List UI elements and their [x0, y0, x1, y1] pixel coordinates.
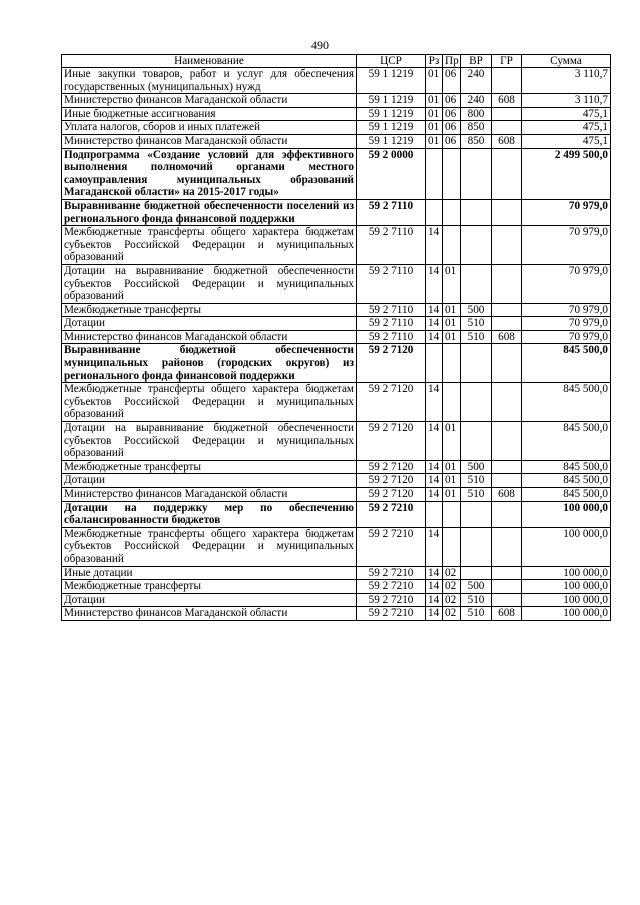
cell-pr: 02	[443, 566, 461, 580]
cell-rz: 01	[426, 121, 443, 135]
cell-csr: 59 1 1219	[357, 121, 426, 135]
table-row	[62, 107, 611, 121]
cell-gr	[492, 460, 522, 474]
cell-pr: 01	[443, 264, 461, 303]
cell-pr	[443, 199, 461, 225]
cell-rz	[426, 501, 443, 527]
cell-name: Выравнивание бюджетной обеспеченности поселений из регионального фонда финансовой поддержки	[62, 199, 357, 225]
cell-pr: 01	[443, 460, 461, 474]
table-row	[62, 527, 611, 566]
cell-vr: 510	[461, 330, 492, 344]
table-row	[62, 121, 611, 135]
cell-pr: 02	[443, 607, 461, 621]
cell-rz: 14	[426, 593, 443, 607]
cell-rz	[426, 148, 443, 199]
cell-rz: 14	[426, 226, 443, 265]
cell-vr: 510	[461, 317, 492, 331]
cell-sum: 70 979,0	[522, 317, 611, 331]
cell-vr: 500	[461, 580, 492, 594]
cell-vr	[461, 566, 492, 580]
cell-name: Дотации	[62, 593, 357, 607]
cell-name: Иные закупки товаров, работ и услуг для обеспечения государственных (муниципальных) нужд	[62, 68, 357, 94]
cell-vr	[461, 383, 492, 422]
cell-sum: 2 499 500,0	[522, 148, 611, 199]
cell-rz: 14	[426, 527, 443, 566]
cell-sum: 845 500,0	[522, 474, 611, 488]
table-row	[62, 94, 611, 108]
cell-name: Выравнивание бюджетной обеспеченности муниципальных районов (городских округов) из регионального фонда финансовой поддержки	[62, 344, 357, 383]
cell-pr: 06	[443, 94, 461, 108]
cell-name: Дотации на выравнивание бюджетной обеспеченности субъектов Российской Федерации и муниципальных образований	[62, 264, 357, 303]
cell-pr: 02	[443, 580, 461, 594]
cell-pr: 06	[443, 68, 461, 94]
cell-vr: 510	[461, 607, 492, 621]
cell-vr	[461, 422, 492, 461]
cell-rz: 01	[426, 107, 443, 121]
cell-pr	[443, 344, 461, 383]
cell-vr: 240	[461, 94, 492, 108]
table-row	[62, 460, 611, 474]
cell-name: Дотации	[62, 317, 357, 331]
cell-pr: 01	[443, 317, 461, 331]
cell-csr: 59 2 7120	[357, 474, 426, 488]
cell-sum: 70 979,0	[522, 199, 611, 225]
cell-vr: 850	[461, 121, 492, 135]
cell-csr: 59 2 7110	[357, 226, 426, 265]
cell-sum: 100 000,0	[522, 607, 611, 621]
cell-gr	[492, 121, 522, 135]
cell-pr	[443, 501, 461, 527]
table-row	[62, 226, 611, 265]
cell-name: Межбюджетные трансферты общего характера бюджетам субъектов Российской Федерации и муниципальных образований	[62, 527, 357, 566]
table-row	[62, 474, 611, 488]
table-row	[62, 593, 611, 607]
cell-csr: 59 1 1219	[357, 94, 426, 108]
cell-name: Межбюджетные трансферты общего характера бюджетам субъектов Российской Федерации и муниципальных образований	[62, 383, 357, 422]
cell-csr: 59 2 7110	[357, 199, 426, 225]
table-row	[62, 501, 611, 527]
cell-csr: 59 2 7120	[357, 422, 426, 461]
budget-table	[61, 54, 611, 621]
cell-pr: 02	[443, 593, 461, 607]
cell-vr: 240	[461, 68, 492, 94]
cell-pr: 06	[443, 134, 461, 148]
table-row	[62, 344, 611, 383]
cell-pr	[443, 383, 461, 422]
cell-rz: 14	[426, 566, 443, 580]
cell-rz: 14	[426, 422, 443, 461]
cell-csr: 59 2 7210	[357, 580, 426, 594]
header-pr: Пр	[443, 55, 461, 68]
table-header-row	[62, 55, 611, 68]
cell-gr	[492, 317, 522, 331]
cell-name: Министерство финансов Магаданской области	[62, 488, 357, 502]
cell-gr	[492, 383, 522, 422]
cell-sum: 845 500,0	[522, 383, 611, 422]
cell-rz: 14	[426, 264, 443, 303]
cell-name: Уплата налогов, сборов и иных платежей	[62, 121, 357, 135]
cell-vr: 850	[461, 134, 492, 148]
cell-gr	[492, 474, 522, 488]
cell-sum: 100 000,0	[522, 593, 611, 607]
cell-pr	[443, 527, 461, 566]
cell-name: Министерство финансов Магаданской области	[62, 134, 357, 148]
cell-name: Иные бюджетные ассигнования	[62, 107, 357, 121]
cell-rz	[426, 344, 443, 383]
cell-pr: 01	[443, 488, 461, 502]
cell-gr	[492, 264, 522, 303]
table-row	[62, 317, 611, 331]
cell-gr: 608	[492, 134, 522, 148]
table-row	[62, 330, 611, 344]
cell-name: Дотации на поддержку мер по обеспечению сбалансированности бюджетов	[62, 501, 357, 527]
cell-sum: 475,1	[522, 121, 611, 135]
table-row	[62, 607, 611, 621]
cell-vr	[461, 148, 492, 199]
cell-pr: 01	[443, 422, 461, 461]
cell-vr: 510	[461, 488, 492, 502]
cell-name: Подпрограмма «Создание условий для эффективного выполнения полномочий органами местного самоуправления муниципальных образований Магаданской области» на 2015-2017 годы»	[62, 148, 357, 199]
cell-gr	[492, 148, 522, 199]
cell-rz	[426, 199, 443, 225]
cell-sum: 100 000,0	[522, 580, 611, 594]
cell-csr: 59 2 0000	[357, 148, 426, 199]
table-row	[62, 199, 611, 225]
cell-gr	[492, 422, 522, 461]
header-csr: ЦСР	[357, 55, 426, 68]
cell-name: Министерство финансов Магаданской области	[62, 607, 357, 621]
cell-rz: 01	[426, 134, 443, 148]
cell-gr	[492, 527, 522, 566]
cell-sum: 845 500,0	[522, 488, 611, 502]
cell-name: Межбюджетные трансферты	[62, 460, 357, 474]
cell-vr: 500	[461, 460, 492, 474]
cell-csr: 59 2 7110	[357, 330, 426, 344]
table-row	[62, 134, 611, 148]
page-number: 490	[311, 38, 329, 52]
cell-sum: 3 110,7	[522, 94, 611, 108]
cell-rz: 14	[426, 607, 443, 621]
cell-vr: 510	[461, 593, 492, 607]
cell-name: Межбюджетные трансферты общего характера бюджетам субъектов Российской Федерации и муниципальных образований	[62, 226, 357, 265]
cell-sum: 845 500,0	[522, 344, 611, 383]
cell-csr: 59 2 7110	[357, 303, 426, 317]
cell-rz: 14	[426, 474, 443, 488]
table-row	[62, 68, 611, 94]
cell-gr: 608	[492, 330, 522, 344]
cell-name: Межбюджетные трансферты	[62, 303, 357, 317]
cell-name: Межбюджетные трансферты	[62, 580, 357, 594]
cell-sum: 845 500,0	[522, 422, 611, 461]
cell-rz: 14	[426, 330, 443, 344]
cell-csr: 59 2 7210	[357, 527, 426, 566]
cell-csr: 59 2 7110	[357, 264, 426, 303]
cell-gr	[492, 501, 522, 527]
cell-name: Министерство финансов Магаданской области	[62, 330, 357, 344]
cell-vr	[461, 344, 492, 383]
table-row	[62, 303, 611, 317]
cell-csr: 59 2 7120	[357, 383, 426, 422]
header-vr: ВР	[461, 55, 492, 68]
cell-csr: 59 2 7120	[357, 460, 426, 474]
cell-csr: 59 2 7210	[357, 501, 426, 527]
cell-gr	[492, 593, 522, 607]
cell-vr: 800	[461, 107, 492, 121]
cell-pr: 01	[443, 330, 461, 344]
cell-sum: 3 110,7	[522, 68, 611, 94]
cell-name: Иные дотации	[62, 566, 357, 580]
cell-sum: 845 500,0	[522, 460, 611, 474]
header-gr: ГР	[492, 55, 522, 68]
cell-gr	[492, 107, 522, 121]
cell-csr: 59 2 7120	[357, 344, 426, 383]
cell-rz: 14	[426, 303, 443, 317]
cell-gr: 608	[492, 94, 522, 108]
cell-csr: 59 2 7210	[357, 566, 426, 580]
cell-sum: 70 979,0	[522, 264, 611, 303]
cell-gr	[492, 68, 522, 94]
table-row	[62, 566, 611, 580]
table-row	[62, 264, 611, 303]
cell-vr	[461, 264, 492, 303]
table-row	[62, 580, 611, 594]
cell-gr: 608	[492, 488, 522, 502]
cell-sum: 70 979,0	[522, 330, 611, 344]
cell-rz: 14	[426, 317, 443, 331]
cell-sum: 100 000,0	[522, 527, 611, 566]
cell-vr: 500	[461, 303, 492, 317]
cell-sum: 100 000,0	[522, 566, 611, 580]
cell-sum: 70 979,0	[522, 226, 611, 265]
cell-name: Министерство финансов Магаданской области	[62, 94, 357, 108]
header-sum: Сумма	[522, 55, 611, 68]
table-row	[62, 383, 611, 422]
cell-vr	[461, 501, 492, 527]
cell-gr	[492, 566, 522, 580]
cell-rz: 14	[426, 383, 443, 422]
table-row	[62, 422, 611, 461]
cell-pr: 06	[443, 107, 461, 121]
cell-pr	[443, 148, 461, 199]
cell-sum: 475,1	[522, 134, 611, 148]
cell-pr	[443, 226, 461, 265]
cell-gr	[492, 580, 522, 594]
cell-vr: 510	[461, 474, 492, 488]
cell-gr: 608	[492, 607, 522, 621]
cell-gr	[492, 303, 522, 317]
cell-rz: 01	[426, 94, 443, 108]
table-row	[62, 488, 611, 502]
cell-pr: 01	[443, 474, 461, 488]
cell-rz: 01	[426, 68, 443, 94]
cell-pr: 01	[443, 303, 461, 317]
cell-csr: 59 2 7210	[357, 593, 426, 607]
cell-name: Дотации на выравнивание бюджетной обеспеченности субъектов Российской Федерации и муниципальных образований	[62, 422, 357, 461]
cell-name: Дотации	[62, 474, 357, 488]
cell-vr	[461, 199, 492, 225]
cell-pr: 06	[443, 121, 461, 135]
cell-gr	[492, 344, 522, 383]
cell-csr: 59 2 7110	[357, 317, 426, 331]
table-row	[62, 148, 611, 199]
cell-sum: 475,1	[522, 107, 611, 121]
cell-rz: 14	[426, 488, 443, 502]
cell-gr	[492, 226, 522, 265]
cell-sum: 100 000,0	[522, 501, 611, 527]
cell-gr	[492, 199, 522, 225]
cell-rz: 14	[426, 460, 443, 474]
cell-csr: 59 1 1219	[357, 68, 426, 94]
cell-csr: 59 2 7120	[357, 488, 426, 502]
cell-csr: 59 2 7210	[357, 607, 426, 621]
table-body	[62, 68, 611, 621]
cell-csr: 59 1 1219	[357, 134, 426, 148]
cell-vr	[461, 527, 492, 566]
header-name: Наименование	[62, 55, 357, 68]
cell-rz: 14	[426, 580, 443, 594]
header-rz: Рз	[426, 55, 443, 68]
cell-vr	[461, 226, 492, 265]
cell-csr: 59 1 1219	[357, 107, 426, 121]
cell-sum: 70 979,0	[522, 303, 611, 317]
